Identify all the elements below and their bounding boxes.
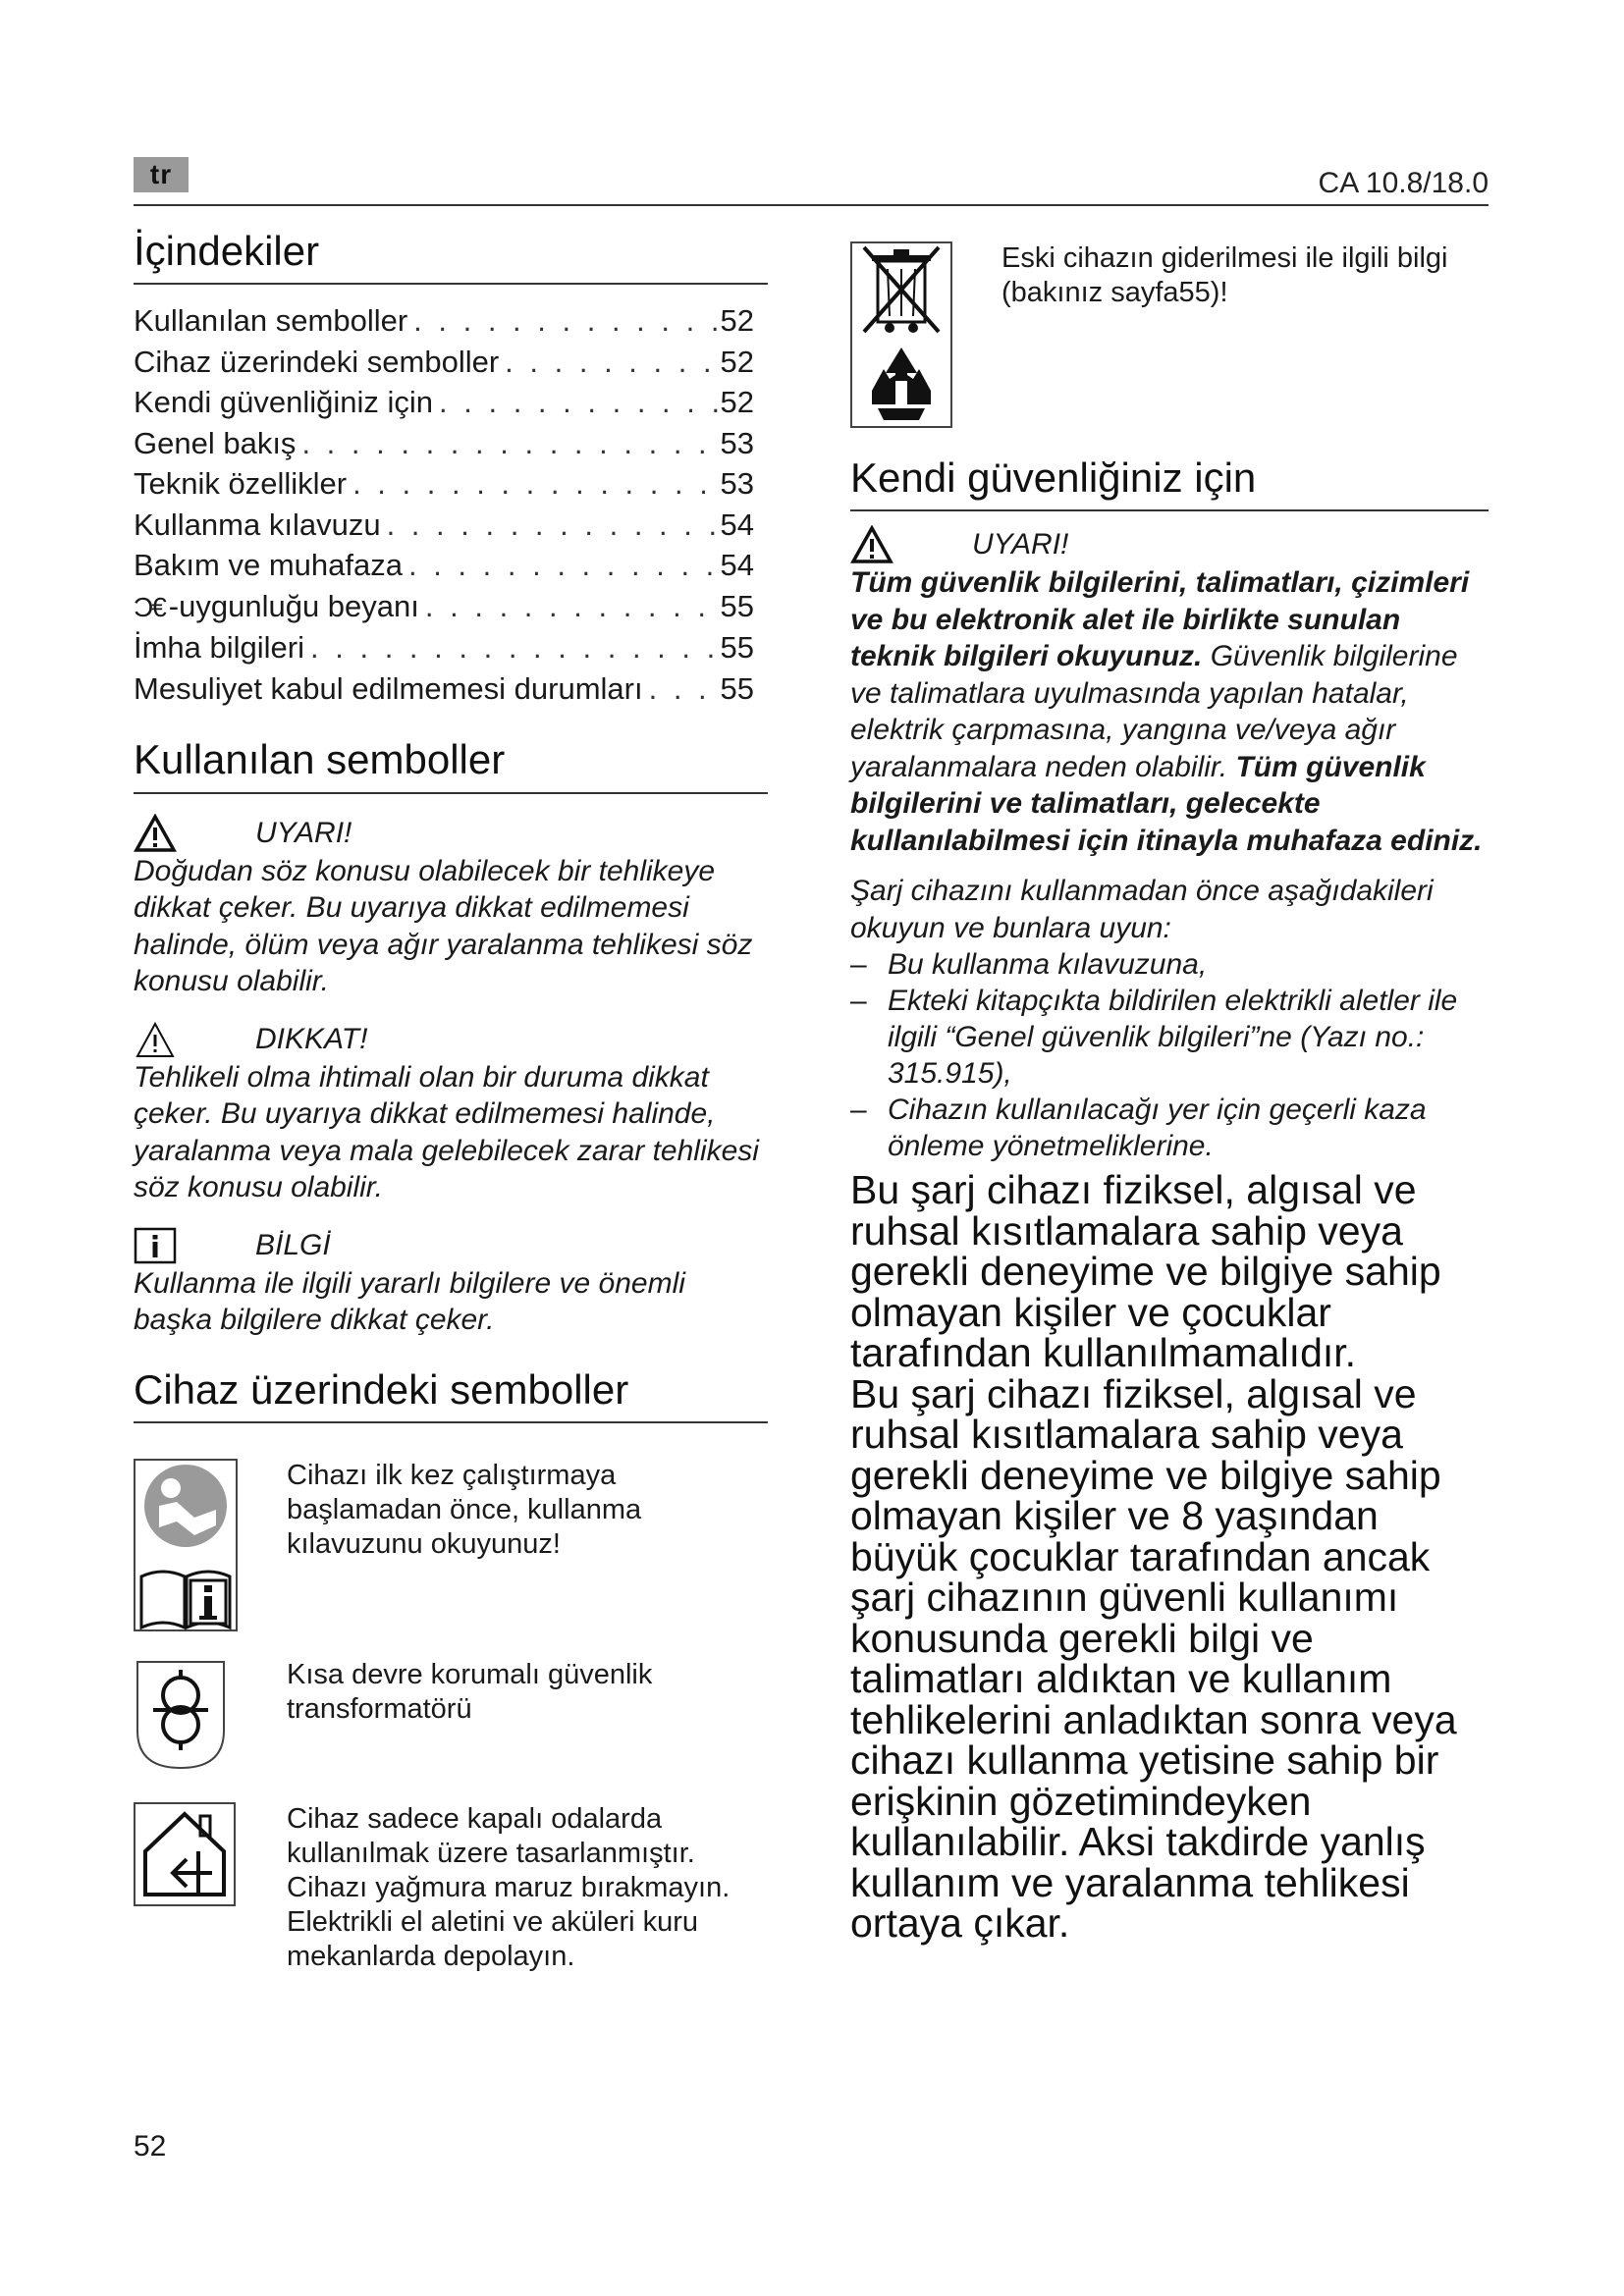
info-icon bbox=[134, 1226, 177, 1265]
warning-label: UYARI! bbox=[255, 816, 352, 849]
weee-recycle-icon bbox=[850, 241, 958, 433]
symbol-item bbox=[134, 1459, 768, 1636]
language-badge: tr bbox=[134, 157, 189, 192]
disposal-note bbox=[850, 241, 1489, 433]
toc-item[interactable]: Ɔ€ -uygunluğu beyanı . . . 55 bbox=[134, 586, 768, 628]
list-item: – Cihazın kullanılacağı yer için geçerli kaza önleme yönetmeliklerine. bbox=[850, 1092, 1489, 1164]
caution-text: Tehlikeli olma ihtimali olan bir duruma dikkat çeker. Bu uyarıya dikkat edilmemesi halinde, yaralanma veya mala gelebilecek zarar tehlikesi söz konusu olabilir. bbox=[134, 1060, 759, 1204]
symbols-used-section bbox=[134, 736, 768, 1338]
device-symbols-section bbox=[134, 1366, 768, 1974]
safety-list bbox=[850, 946, 1489, 1164]
page-number: 52 bbox=[134, 2130, 167, 2163]
list-item: – Bu kullanma kılavuzuna, bbox=[850, 946, 1489, 983]
warning-note bbox=[134, 814, 768, 1000]
symbol-item bbox=[134, 1802, 768, 1974]
list-item: – Ekteki kitapçıkta bildirilen elektrikli aletler ile ilgili “Genel güvenlik bilgileri”ne (Yazı no.: 315.915), bbox=[850, 983, 1489, 1092]
toc-item[interactable]: Bakım ve muhafaza . . . 54 bbox=[134, 545, 768, 586]
toc-item[interactable]: İmha bilgileri . . . 55 bbox=[134, 627, 768, 668]
warning-text: Doğudan söz konusu olabilecek bir tehlikeye dikkat çeker. Bu uyarıya dikkat edilmemesi halinde, ölüm veya ağır yaralanma tehlikesi söz konusu olabilir. bbox=[134, 854, 753, 998]
safety-transformer-icon bbox=[134, 1658, 242, 1777]
symbol-description: Cihaz sadece kapalı odalarda kullanılmak üzere tasarlanmıştır. Cihazı yağmura maruz bırakmayın. Elektrikli el aletini ve aküleri kuru mekanlarda depolayın. bbox=[287, 1802, 731, 1972]
toc-item[interactable]: Kullanılan semboller . . . 52 bbox=[134, 300, 768, 342]
symbol-description: Cihazı ilk kez çalıştırmaya başlamadan önce, kullanma kılavuzunu okuyunuz! bbox=[287, 1459, 642, 1560]
warning-label: UYARI! bbox=[972, 528, 1069, 561]
right-column bbox=[850, 228, 1489, 1945]
section-title: Cihaz üzerindeki semboller bbox=[134, 1366, 768, 1423]
safety-warning-text: Tüm güvenlik bilgilerini, talimatları, çizimleri ve bu elektronik alet ile birlikte sunulan teknik bilgileri okuyunuz. Güvenlik bilgilerine ve talimatlara uyulmasında yapılan hatalar, elektrik çarpmasına, yangına ve/veya ağır yaralanmalara neden olabilir. Tüm güvenlik bilgilerini ve talimatları, gelecekte kullanılabilmesi için itinayla muhafaza ediniz. bbox=[850, 566, 1483, 857]
left-column bbox=[134, 228, 768, 1974]
info-note bbox=[134, 1226, 768, 1339]
ce-mark-icon: Ɔ€ bbox=[134, 591, 165, 622]
toc-item[interactable]: Mesuliyet kabul edilmemesi durumları . . . 55 bbox=[134, 668, 768, 710]
table-of-contents bbox=[134, 300, 768, 709]
warning-triangle-icon bbox=[850, 525, 893, 564]
safety-intro: Şarj cihazını kullanmadan önce aşağıdakileri okuyun ve bunlara uyun: bbox=[850, 875, 1434, 944]
toc-item[interactable]: Kendi güvenliğiniz için . . . 52 bbox=[134, 382, 768, 423]
caution-note bbox=[134, 1020, 768, 1206]
header-rule bbox=[134, 204, 1489, 206]
disposal-text: Eski cihazın giderilmesi ile ilgili bilgi (bakınız sayfa55)! bbox=[1001, 242, 1448, 308]
info-label: BİLGİ bbox=[255, 1228, 331, 1261]
safety-paragraph: Bu şarj cihazı fiziksel, algısal ve ruhsal kısıtlamalara sahip veya gerekli deneyime ve bilgiye sahip olmayan kişiler ve 8 yaşından büyük çocuklar tarafından ancak şarj cihazının güvenli kullanımı konusunda gerekli bilgi ve talimatları aldıktan ve kullanım tehlikelerini anladıktan sonra veya cihazı kullanma yetisine sahip bir erişkinin gözetimindeyken kullanılabilir. Aksi takdirde yanlış kullanım ve yaralanma tehlikesi ortaya çıkar. bbox=[850, 1370, 1457, 1947]
safety-section bbox=[850, 454, 1489, 1945]
symbol-item bbox=[134, 1658, 768, 1777]
section-title: Kendi güvenliğiniz için bbox=[850, 454, 1489, 511]
model-number: CA 10.8/18.0 bbox=[1318, 167, 1489, 199]
caution-triangle-icon bbox=[134, 1020, 177, 1059]
toc-item[interactable]: Genel bakış . . . 53 bbox=[134, 423, 768, 464]
toc-item[interactable]: Teknik özellikler . . . 53 bbox=[134, 463, 768, 505]
safety-paragraph: Bu şarj cihazı fiziksel, algısal ve ruhsal kısıtlamalara sahip veya gerekli deneyime ve bilgiye sahip olmayan kişiler ve çocuklar tarafından kullanılmamalıdır. bbox=[850, 1167, 1441, 1376]
toc-title: İçindekiler bbox=[134, 228, 768, 285]
indoor-use-icon bbox=[134, 1802, 242, 1974]
symbol-description: Kısa devre korumalı güvenlik transformatörü bbox=[287, 1658, 653, 1725]
caution-label: DIKKAT! bbox=[255, 1022, 368, 1055]
section-title: Kullanılan semboller bbox=[134, 736, 768, 793]
warning-triangle-icon bbox=[134, 814, 177, 853]
info-text: Kullanma ile ilgili yararlı bilgilere ve önemli başka bilgilere dikkat çeker. bbox=[134, 1266, 685, 1337]
read-manual-icon bbox=[134, 1459, 242, 1636]
toc-item[interactable]: Cihaz üzerindeki semboller . . . 52 bbox=[134, 342, 768, 383]
safety-warning bbox=[850, 525, 1489, 859]
toc-item[interactable]: Kullanma kılavuzu . . . 54 bbox=[134, 505, 768, 546]
